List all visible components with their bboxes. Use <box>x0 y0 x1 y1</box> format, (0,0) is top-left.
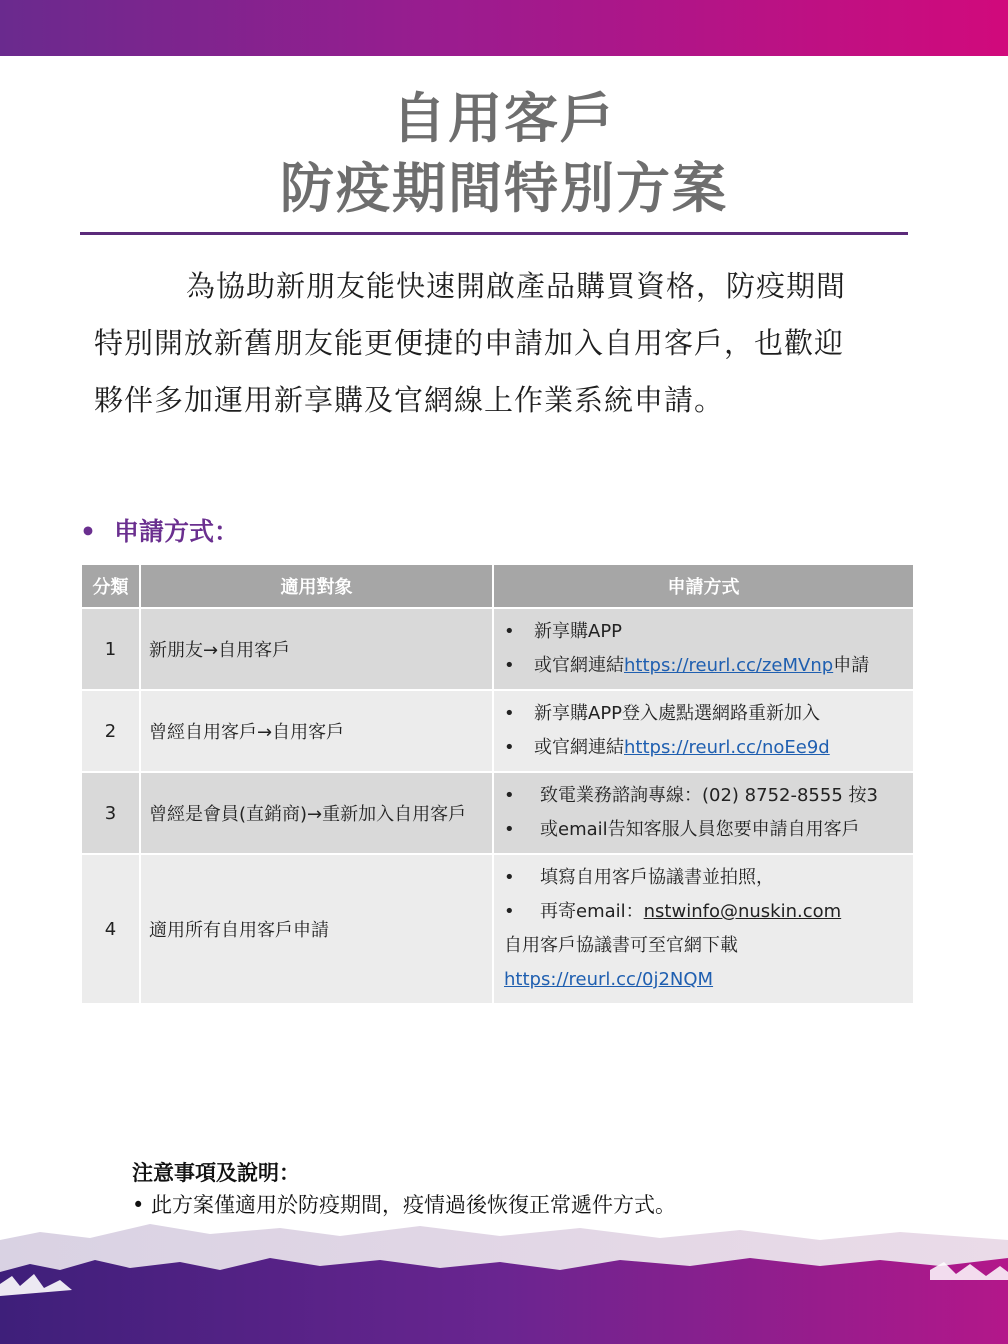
agreement-download-link[interactable]: https://reurl.cc/0j2NQM <box>504 969 714 990</box>
table-header-row <box>81 565 914 608</box>
row-number: 1 <box>81 608 140 690</box>
row-number: 4 <box>81 854 140 1004</box>
method-line: 或email告知客服人員您要申請自用客戶 <box>540 819 860 840</box>
table-row <box>81 608 914 690</box>
row-number: 2 <box>81 690 140 772</box>
intro-line-2: 特別開放新舊朋友能更便捷的申請加入自用客戶，也歡迎 <box>94 326 845 360</box>
apply-method-heading <box>80 512 239 548</box>
method-line: 填寫自用客戶協議書並拍照， <box>540 867 774 888</box>
row-method <box>493 608 914 690</box>
method-line: 再寄email： <box>540 901 644 922</box>
method-line: 新享購APP登入處點選網路重新加入 <box>534 703 821 724</box>
rejoin-link[interactable]: https://reurl.cc/noEe9d <box>624 737 830 758</box>
header-method: 申請方式 <box>493 565 914 608</box>
header-target: 適用對象 <box>140 565 493 608</box>
title-line-1: 自用客戶 <box>392 87 616 150</box>
table-row <box>81 690 914 772</box>
intro-line-3: 夥伴多加運用新享購及官網線上作業系統申請。 <box>94 383 725 417</box>
row-method <box>493 690 914 772</box>
method-suffix: 申請 <box>833 655 870 676</box>
bullet-icon: • <box>504 901 515 922</box>
brush-stroke-footer <box>0 1210 1008 1344</box>
method-line: 或官網連結 <box>534 655 624 676</box>
row-method <box>493 854 914 1004</box>
notes-heading: 注意事項及說明： <box>132 1161 300 1185</box>
header-category: 分類 <box>81 565 140 608</box>
bullet-icon: • <box>504 867 515 888</box>
method-line: 自用客戶協議書可至官網下載 <box>504 935 738 956</box>
apply-heading-text: 申請方式： <box>114 517 240 546</box>
method-line: 致電業務諮詢專線：(02) 8752-8555 按3 <box>540 785 878 806</box>
email-address[interactable]: nstwinfo@nuskin.com <box>643 901 842 922</box>
bullet-icon: • <box>504 737 515 758</box>
method-line: 或官網連結 <box>534 737 624 758</box>
signup-link[interactable]: https://reurl.cc/zeMVnp <box>624 655 834 676</box>
bullet-icon: • <box>504 819 515 840</box>
bullet-icon: • <box>504 703 515 724</box>
row-target: 新朋友→自用客戶 <box>140 608 493 690</box>
row-number: 3 <box>81 772 140 854</box>
bullet-icon: • <box>504 655 515 676</box>
method-line: 新享購APP <box>534 621 623 642</box>
title-divider <box>80 232 908 235</box>
notes-item: • 此方案僅適用於防疫期間，疫情過後恢復正常遞件方式。 <box>132 1193 677 1217</box>
application-methods-table <box>80 565 915 1005</box>
row-target: 適用所有自用客戶申請 <box>140 854 493 1004</box>
top-banner <box>0 0 1008 56</box>
bullet-icon: • <box>504 621 515 642</box>
row-target: 曾經是會員(直銷商)→重新加入自用客戶 <box>140 772 493 854</box>
table-row <box>81 772 914 854</box>
intro-paragraph <box>94 258 914 429</box>
table-row <box>81 854 914 1004</box>
bullet-icon: • <box>80 517 96 546</box>
bullet-icon: • <box>504 785 515 806</box>
title-line-2: 防疫期間特別方案 <box>280 157 728 220</box>
row-method <box>493 772 914 854</box>
intro-line-1: 為協助新朋友能快速開啟產品購買資格，防疫期間 <box>186 269 847 303</box>
row-target: 曾經自用客戶→自用客戶 <box>140 690 493 772</box>
page-title <box>0 84 1008 224</box>
